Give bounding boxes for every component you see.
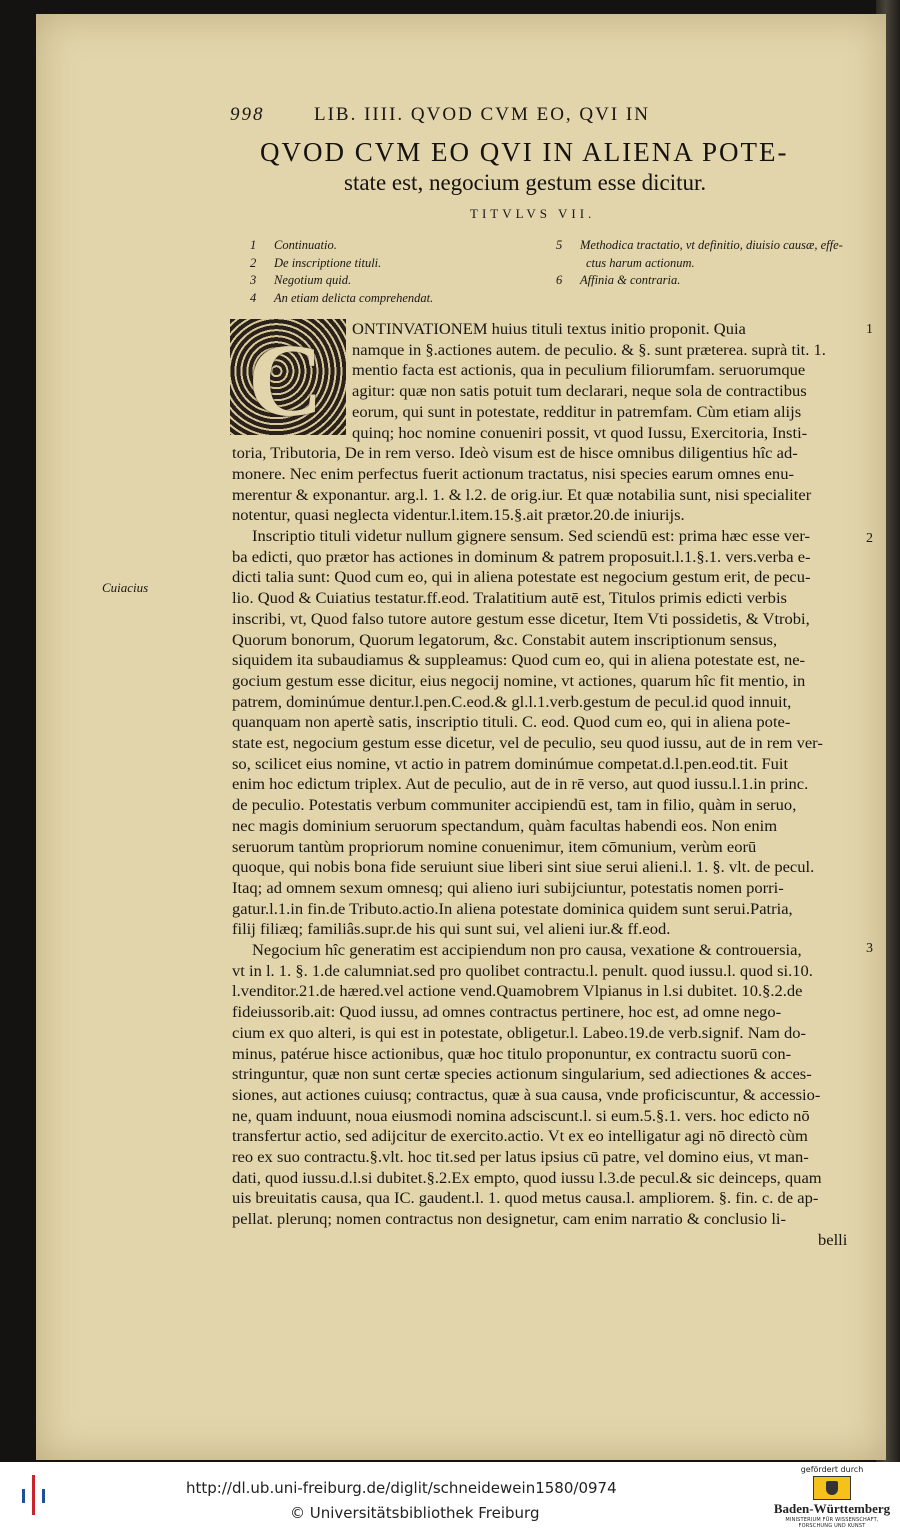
body-line: lio. Quod & Cuiatius testatur.ff.eod. Tralatitium autē est, Titulos primis edicti verbis: [232, 590, 787, 608]
logo-bar: [22, 1489, 25, 1503]
body-line: l.venditor.21.de hæred.vel actione vend.Quamobrem Vlpianus in l.si dubitet. 10.§.2.de: [232, 983, 803, 1001]
summary-right: [556, 237, 876, 290]
body-line: fideiussorib.ait: Quod iussu, ad omnes contractus pertinere, hoc est, ad omne nego-: [232, 1004, 782, 1022]
body-line: stringuntur, quæ non sunt certæ species actionum singularium, sed adiectiones & acces-: [232, 1066, 812, 1084]
summary-left: [250, 237, 540, 307]
body-line: transfertur actio, sed adijcitur de exercito.actio. Vt ex eo intelligatur agi nō directò cùm: [232, 1128, 808, 1146]
body-line: state est, negocium gestum esse dicetur, vel de peculio, seu quod iussu, aut de in rem ver-: [232, 735, 823, 752]
title-line-2: state est, negocium gestum esse dicitur.: [344, 170, 707, 195]
summary-text: Methodica tractatio, vt definitio, diuisio causæ, effe-: [580, 238, 843, 252]
margin-number: 2: [866, 531, 873, 546]
summary-item: [250, 255, 540, 273]
summary-item: [556, 237, 876, 255]
logo-bar: [42, 1489, 45, 1503]
body-line: reo ex suo contractu.§.vlt. hoc tit.sed per latus ipsius cū patre, vel domino eius, vt man-: [232, 1149, 809, 1166]
body-line: eorum, qui sunt in potestate, redditur in patremfam. Cùm etiam alijs: [352, 403, 802, 421]
title-line-1: QVOD CVM EO QVI IN ALIENA POTE-: [260, 137, 789, 167]
body-line: quanquam non apertè satis, inscriptio tituli. C. eod. Quod cum eo, qui in aliena pote-: [232, 714, 791, 732]
summary-item: [250, 290, 540, 308]
margin-note-cuiacius: Cuiacius: [102, 580, 149, 595]
body-line: ba edicti, quo prætor has actiones in dominum & patrem proposuit.l.1.§.1. vers.verba e-: [232, 548, 811, 566]
body-line: vt in l. 1. §. 1.de calumniat.sed pro quolibet contractu.l. penult. quod iussu.l. quod si.10.: [232, 962, 813, 980]
summary-number: 5: [556, 238, 563, 252]
summary-item: [250, 237, 540, 255]
body-line: quoque, qui nobis bona fide seruiunt siue liberi sint siue serui alieni.l. 1. §. vlt. de pecul.: [232, 859, 815, 877]
body-line: merentur & exponantur. arg.l. 1. & l.2. de orig.iur. Et quæ notabilia sunt, nisi specialiter: [232, 486, 812, 504]
body-line: mentio facta est actionis, qua in peculium filiorumfam. seruorumque: [352, 362, 806, 380]
summary-text: An etiam delicta comprehendat.: [274, 290, 434, 305]
summary-text: ctus harum actionum.: [586, 255, 695, 270]
body-line: ONTINVATIONEM huius tituli textus initio proponit. Quia: [352, 321, 746, 338]
body-line: so, scilicet eius nomine, vt actio in patrem dominúmue competat.d.l.pen.eod.tit. Fuit: [232, 755, 789, 773]
dropcap-letter: C: [248, 323, 324, 438]
funder-block: [770, 1464, 894, 1528]
margin-number: 1: [866, 322, 873, 337]
body-line: siones, aut actiones cuiusq; contractus, quæ à sua causa, vnde proficiscuntur, & accessio-: [232, 1086, 821, 1104]
body-line: nec magis dominium seruorum spectandum, quàm facultas habendi eos. Non enim: [232, 817, 778, 835]
body-line: ne, quam induunt, noua eiusmodi nomina adsciscunt.l. si eum.5.§.1. vers. hoc edicto nō: [232, 1107, 810, 1125]
state-coat-of-arms-icon: [813, 1476, 851, 1500]
summary-text: Affinia & contraria.: [580, 273, 681, 287]
running-head: [230, 104, 790, 130]
funder-ministry: MINISTERIUM FÜR WISSENSCHAFT, FORSCHUNG UND KUNST: [785, 1517, 879, 1529]
body-line: gocium gestum esse dicitur, eius negocij nomine, vt actiones, quarum hîc fit mentio, in: [232, 672, 806, 690]
body-line: pellat. plerunq; nomen contractus non designetur, cam enim narratio & conclusio li-: [232, 1211, 787, 1229]
body-line: enim hoc edictum triplex. Aut de peculio, aut de in rē verso, aut quod iussu.l.1.in princ.: [232, 776, 809, 794]
summary-text: Continuatio.: [274, 238, 337, 252]
summary-number: 1: [250, 238, 257, 252]
titulus-heading: TITVLVS VII.: [470, 206, 596, 221]
funder-state: Baden-Württemberg: [773, 1501, 891, 1516]
summary-item: [556, 255, 876, 273]
logo-bar: [32, 1475, 35, 1515]
page-number: 998: [230, 104, 265, 125]
body-line: inscribi, vt, Quod falso tutore autore gestum esse dicetur, Item Vti possidetis, & Vtrobi,: [232, 610, 810, 628]
permalink-url[interactable]: http://dl.ub.uni-freiburg.de/diglit/schneidewein1580/0974: [186, 1479, 617, 1497]
body-line: Negocium hîc generatim est accipiendum non pro causa, vexatione & controuersia,: [252, 942, 802, 959]
copyright-notice: © Universitätsbibliothek Freiburg: [290, 1504, 540, 1522]
body-line: dicti talia sunt: Quod cum eo, qui in aliena potestate est negocium gestum erit, de pecu-: [232, 569, 811, 587]
body-line: patrem, dominúmue dentur.l.pen.C.eod.& gl.l.1.verb.gestum de pecul.id quod innuit,: [232, 693, 792, 711]
margin-number: 3: [866, 941, 873, 956]
body-line: toria, Tributoria, De in rem verso. Ideò visum est de hisce omnibus diligentius hîc ad-: [232, 445, 798, 463]
body-line: notentur, quasi neglecta videntur.l.item.15.§.ait prætor.20.de iniurijs.: [232, 507, 685, 525]
summary-number: 2: [250, 255, 257, 270]
body-line: monere. Nec enim perfectus fuerit actionum tractatus, nisi species earum omnes enu-: [232, 465, 794, 483]
summary-number: 3: [250, 273, 257, 287]
body-line: quinq; hoc nomine conueniri possit, vt quod Iussu, Exercitoria, Insti-: [352, 424, 808, 442]
body-line: filij filiæq; familiâs.supr.de his qui sunt sui, vel alieni iur.& ff.eod.: [232, 921, 671, 939]
summary-text: De inscriptione tituli.: [274, 255, 382, 270]
body-line: de peculio. Potestatis verbum communiter accipiendū est, tam in filio, quàm in seruo,: [232, 797, 797, 815]
body-line: siquidem ita subaudiamus & suppleamus: Quod cum eo, qui in aliena potestate est, ne-: [232, 652, 806, 670]
body-line: namque in §.actiones autem. de peculio. & §. sunt præterea. suprà tit. 1.: [352, 341, 826, 359]
body-line: agitur: quæ non satis potuit tum declarari, neque sola de contractibus: [352, 383, 807, 401]
summary-item: [250, 272, 540, 290]
summary-item: [556, 272, 876, 290]
footer: [0, 1462, 900, 1529]
body-line: Itaq; ad omnem sexum omnesq; qui alieno iuri subijciuntur, potestatis nomen porri-: [232, 879, 784, 897]
running-head-text: LIB. IIII. QVOD CVM EO, QVI IN: [314, 104, 650, 125]
body-line: cium ex quo alteri, is qui est in potestate, obligetur.l. Labeo.19.de verb.signif. Nam do-: [232, 1024, 806, 1042]
university-library-logo-icon: [22, 1475, 48, 1515]
body-line: belli: [818, 1231, 848, 1249]
body-line: Inscriptio tituli videtur nullum gignere sensum. Sed sciendū est: prima hæc esse ver-: [252, 528, 811, 545]
summary-number: 4: [250, 290, 257, 305]
body-line: Quorum bonorum, Quorum legatorum, &c. Constabit autem inscriptionum sensus,: [232, 631, 778, 649]
decorated-initial: [230, 319, 346, 438]
body-line: dati, quod iussu.d.l.si dubitet.§.2.Ex empto, quod iussu l.3.de pecul.& sic deinceps, quam: [232, 1169, 822, 1187]
funder-label: gefördert durch: [800, 1465, 864, 1474]
body-line: gatur.l.1.in fin.de Tributo.actio.In aliena potestate dominica quidem sunt serui.Patria,: [232, 900, 793, 918]
body-line: uis breuitatis causa, qua IC. gaudent.l. 1. quod metus causa.l. ampliorem. §. fin. c. de ap-: [232, 1190, 819, 1208]
summary-text: Negotium quid.: [274, 273, 352, 287]
summary-number: 6: [556, 273, 563, 287]
body-line: minus, patérue hisce actionibus, quæ hoc titulo proponuntur, ex contractu suorū con-: [232, 1045, 792, 1063]
body-line: seruorum tantùm propriorum nomine conuenimur, item cōmunium, verùm eorū: [232, 838, 757, 856]
